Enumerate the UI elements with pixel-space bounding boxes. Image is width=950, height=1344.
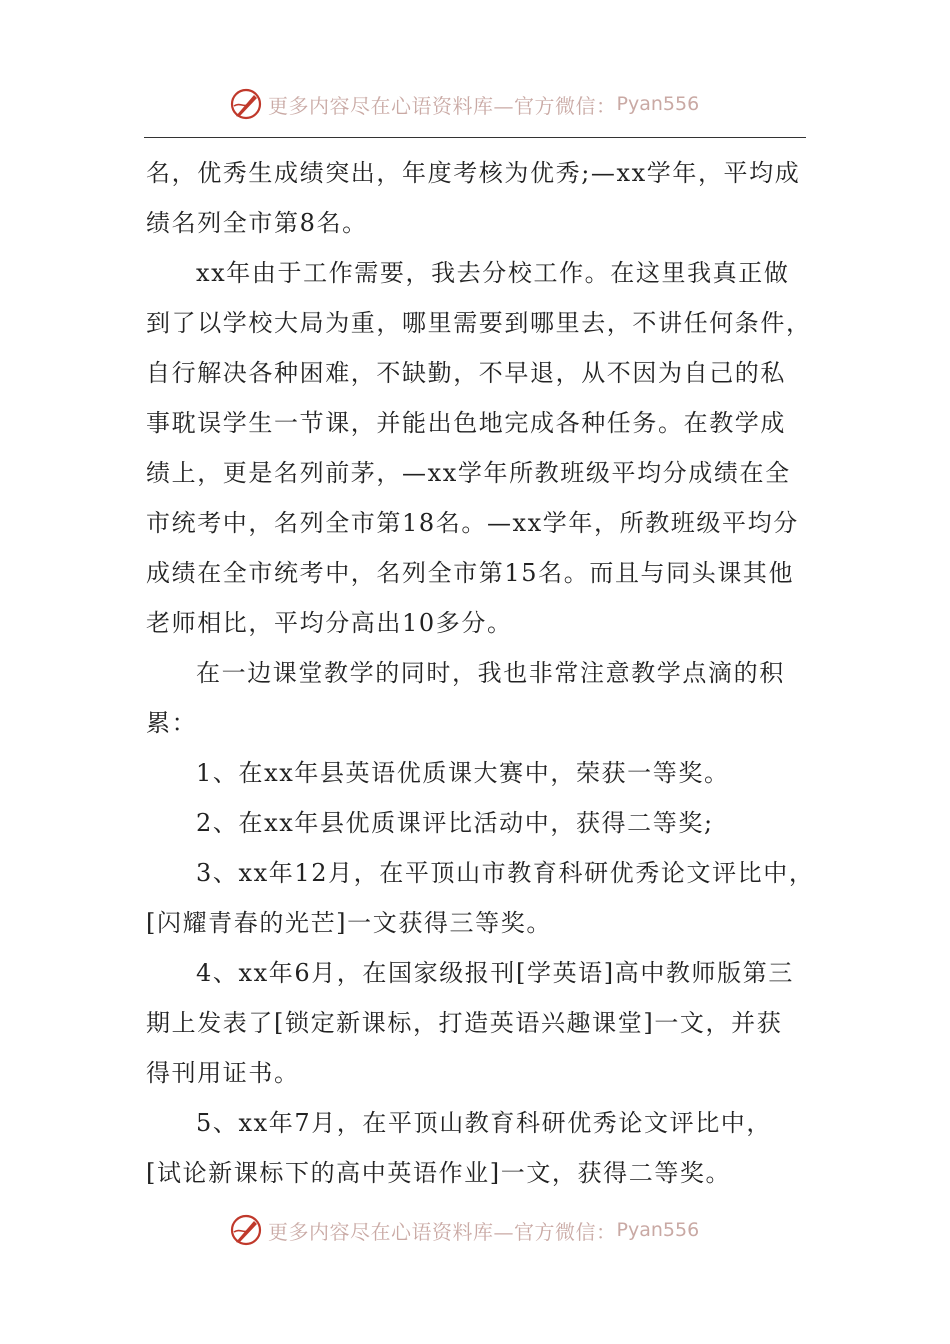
- text-line: 期上发表了[锁定新课标，打造英语兴趣课堂]一文，并获: [146, 1009, 783, 1037]
- text-line: 名，优秀生成绩突出，年度考核为优秀;—xx学年，平均成: [146, 159, 801, 187]
- text-line: 事耽误学生一节课，并能出色地完成各种任务。在教学成: [146, 409, 786, 437]
- text-line: [闪耀青春的光芒]一文获得三等奖。: [146, 909, 552, 937]
- footer-banner: [228, 1210, 699, 1250]
- pen-logo-icon: [228, 1212, 264, 1248]
- text-line: 绩名列全市第8名。: [146, 209, 368, 237]
- text-line: 成绩在全市统考中，名列全市第15名。而且与同头课其他: [146, 559, 795, 587]
- text-line: 绩上，更是名列前茅，—xx学年所教班级平均分成绩在全: [146, 459, 791, 487]
- list-item: 5、xx年7月，在平顶山教育科研优秀论文评比中，: [196, 1109, 773, 1137]
- header-site-text: 更多内容尽在心语资料库—官方微信：: [268, 93, 617, 118]
- text-line: 老师相比，平均分高出10多分。: [146, 609, 513, 637]
- text-line: [试论新课标下的高中英语作业]一文，获得二等奖。: [146, 1159, 732, 1187]
- text-line: 在一边课堂教学的同时，我也非常注意教学点滴的积: [196, 659, 785, 687]
- text-line: 到了以学校大局为重，哪里需要到哪里去，不讲任何条件，: [146, 309, 812, 337]
- list-item: 1、在xx年县英语优质课大赛中，荣获一等奖。: [196, 759, 730, 787]
- footer-site-text: 更多内容尽在心语资料库—官方微信：: [268, 1219, 617, 1244]
- list-item: 4、xx年6月，在国家级报刊[学英语]高中教师版第三: [196, 959, 794, 987]
- pen-logo-icon: [228, 86, 264, 122]
- text-line: 累：: [146, 709, 198, 737]
- text-line: 自行解决各种困难，不缺勤，不早退，从不因为自己的私: [146, 359, 786, 387]
- text-line: 市统考中，名列全市第18名。—xx学年，所教班级平均分: [146, 509, 799, 537]
- footer-wechat-id: Pyan556: [616, 1219, 700, 1241]
- document-body: [146, 148, 815, 1198]
- list-item: 2、在xx年县优质课评比活动中，获得二等奖;: [196, 809, 714, 837]
- text-line: 得刊用证书。: [146, 1059, 300, 1087]
- header-divider: [144, 137, 806, 138]
- text-line: xx年由于工作需要，我去分校工作。在这里我真正做: [196, 259, 790, 287]
- header-banner: [228, 84, 699, 124]
- list-item: 3、xx年12月，在平顶山市教育科研优秀论文评比中，: [196, 859, 815, 887]
- header-wechat-id: Pyan556: [616, 93, 700, 115]
